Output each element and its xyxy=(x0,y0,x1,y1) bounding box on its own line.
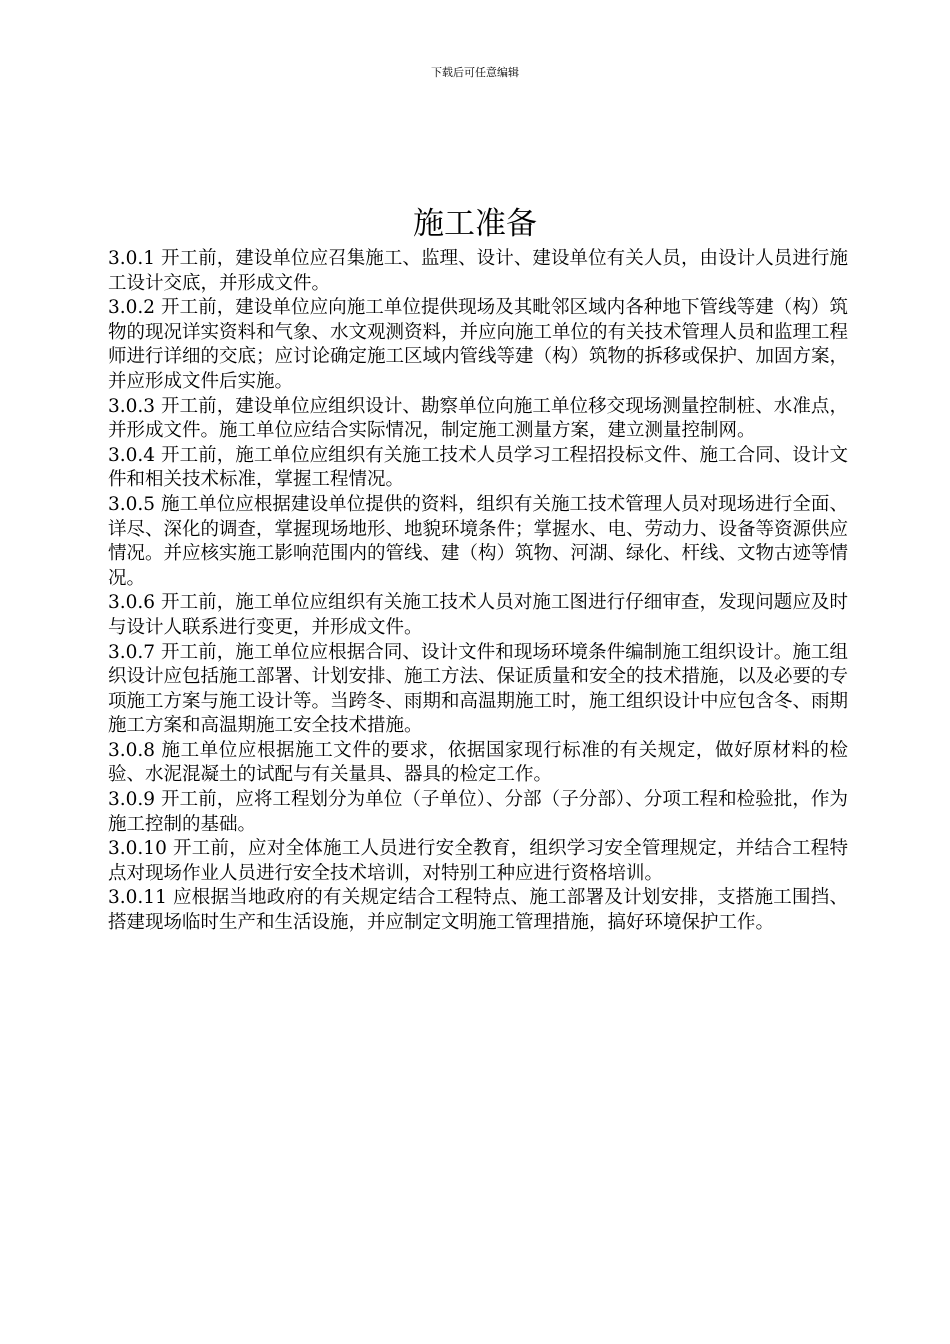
paragraph-3-0-3: 3.0.3 开工前，建设单位应组织设计、勘察单位向施工单位移交现场测量控制桩、水准点，并形成文件。施工单位应结合实际情况，制定施工测量方案，建立测量控制网。 xyxy=(108,395,848,442)
document-body xyxy=(108,247,848,936)
header-note: 下载后可任意编辑 xyxy=(431,66,519,79)
paragraph-3-0-10: 3.0.10 开工前，应对全体施工人员进行安全教育，组织学习安全管理规定，并结合工程特点对现场作业人员进行安全技术培训，对特别工种应进行资格培训。 xyxy=(108,838,848,884)
paragraph-3-0-5: 3.0.5 施工单位应根据建设单位提供的资料，组织有关施工技术管理人员对现场进行全面、详尽、深化的调查，掌握现场地形、地貌环境条件；掌握水、电、劳动力、设备等资源供应情况。并应核实施工影响范围内的管线、建（构）筑物、河湖、绿化、杆线、文物古迹等情况。 xyxy=(108,493,849,589)
paragraph-3-0-9: 3.0.9 开工前，应将工程划分为单位（子单位）、分部（子分部）、分项工程和检验批，作为施工控制的基础。 xyxy=(108,789,848,835)
paragraph-3-0-11: 3.0.11 应根据当地政府的有关规定结合工程特点、施工部署及计划安排，支搭施工围挡、搭建现场临时生产和生活设施，并应制定文明施工管理措施，搞好环境保护工作。 xyxy=(108,887,848,934)
page-title: 施工准备 xyxy=(413,206,537,242)
paragraph-3-0-4: 3.0.4 开工前，施工单位应组织有关施工技术人员学习工程招投标文件、施工合同、设计文件和相关技术标准，掌握工程情况。 xyxy=(108,444,848,491)
paragraph-3-0-8: 3.0.8 施工单位应根据施工文件的要求，依据国家现行标准的有关规定，做好原材料的检验、水泥混凝土的试配与有关量具、器具的检定工作。 xyxy=(108,739,848,786)
paragraph-3-0-7: 3.0.7 开工前，施工单位应根据合同、设计文件和现场环境条件编制施工组织设计。施工组织设计应包括施工部署、计划安排、施工方法、保证质量和安全的技术措施，以及必要的专项施工方案与施工设计等。当跨冬、雨期和高温期施工时，施工组织设计中应包含冬、雨期施工方案和高温期施工安全技术措施。 xyxy=(108,641,849,737)
paragraph-3-0-6: 3.0.6 开工前，施工单位应组织有关施工技术人员对施工图进行仔细审查，发现问题应及时与设计人联系进行变更，并形成文件。 xyxy=(108,592,848,638)
paragraph-3-0-2: 3.0.2 开工前，建设单位应向施工单位提供现场及其毗邻区域内各种地下管线等建（构）筑物的现况详实资料和气象、水文观测资料，并应向施工单位的有关技术管理人员和监理工程师进行详细的交底；应讨论确定施工区域内管线等建（构）筑物的拆移或保护、加固方案，并应形成文件后实施。 xyxy=(108,297,849,392)
paragraph-3-0-1: 3.0.1 开工前，建设单位应召集施工、监理、设计、建设单位有关人员，由设计人员进行施工设计交底，并形成文件。 xyxy=(108,248,848,294)
